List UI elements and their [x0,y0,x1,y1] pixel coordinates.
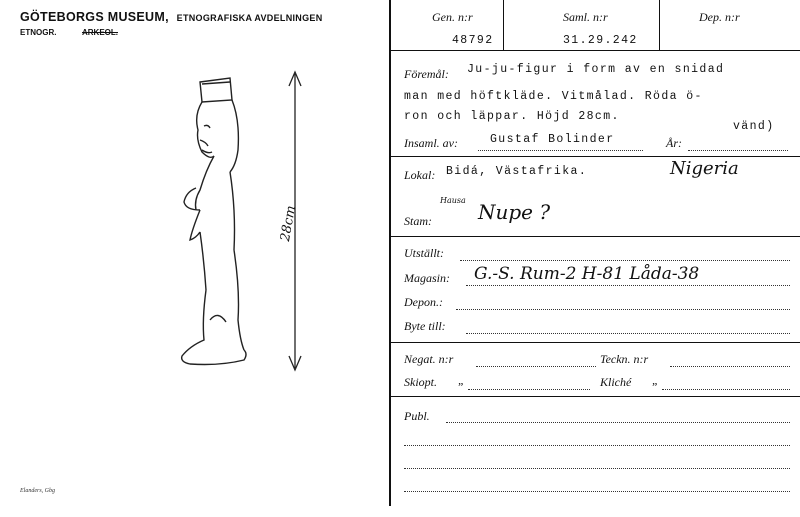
column-separator [659,0,660,50]
arkeol-label: ARKEOL. [82,28,118,37]
skiopt-label: Skiopt. [404,375,437,389]
saml-nr-value: 31.29.242 [563,34,638,47]
negat-dotline [476,366,596,367]
lokal-label: Lokal: [404,168,436,182]
number-row-divider [389,50,800,51]
publ-dotline-2 [404,445,790,446]
skiopt-ditto: „ [458,373,465,387]
publ-label: Publ. [404,409,430,423]
insaml-dotline [478,150,643,151]
museum-header [20,10,323,24]
depon-dotline [456,309,790,310]
department-name: ETNOGRAFISKA AVDELNINGEN [176,13,323,23]
foremal-label: Föremål: [404,67,449,81]
lokal-handwritten-note: Nigeria [670,158,739,179]
teckn-label: Teckn. n:r [600,352,649,366]
skiopt-dotline [468,389,590,390]
etnogr-label: ETNOGR. [20,28,57,37]
stam-prefix-note: Hausa [440,196,466,205]
foremal-line-3: ron och läppar. Höjd 28cm. [404,110,620,123]
gen-nr-value: 48792 [452,34,494,47]
cliche-ditto: „ [652,373,659,387]
teckn-dotline [670,366,790,367]
divider [389,156,800,157]
magasin-label: Magasin: [404,271,450,285]
stam-label: Stam: [404,214,432,228]
printer-credit: Elanders, Gbg [20,488,55,494]
ar-label: År: [666,136,682,150]
divider [389,396,800,397]
magasin-value: G.-S. Rum-2 H-81 Låda-38 [474,264,700,284]
dep-nr-label: Dep. n:r [699,10,740,24]
gen-nr-label: Gen. n:r [432,10,473,24]
divider [389,236,800,237]
cliche-dotline [662,389,790,390]
height-annotation: 28cm [278,204,300,243]
insaml-value: Gustaf Bolinder [490,133,615,146]
byte-label: Byte till: [404,319,446,333]
ar-dotline [688,150,788,151]
utstallt-label: Utställt: [404,246,445,260]
publ-dotline-4 [404,491,790,492]
stam-value: Nupe ? [478,200,551,224]
divider [389,342,800,343]
cliche-label: Kliché [600,375,632,389]
lokal-value: Bidá, Västafrika. [446,165,588,178]
foremal-line-2: man med höftkläde. Vitmålad. Röda ö- [404,90,703,103]
museum-name: GÖTEBORGS MUSEUM, [20,10,169,24]
vand-note: vänd) [733,120,775,133]
negat-label: Negat. n:r [404,352,454,366]
column-separator [503,0,504,50]
byte-dotline [466,333,790,334]
insaml-label: Insaml. av: [404,136,458,150]
foremal-line-1: Ju-ju-figur i form av en snidad [467,63,725,76]
magasin-dotline [466,285,790,286]
publ-dotline [446,422,790,423]
utstallt-dotline [460,260,790,261]
publ-dotline-3 [404,468,790,469]
depon-label: Depon.: [404,295,443,309]
figure-sketch [160,60,360,380]
saml-nr-label: Saml. n:r [563,10,608,24]
card-border [389,0,391,506]
